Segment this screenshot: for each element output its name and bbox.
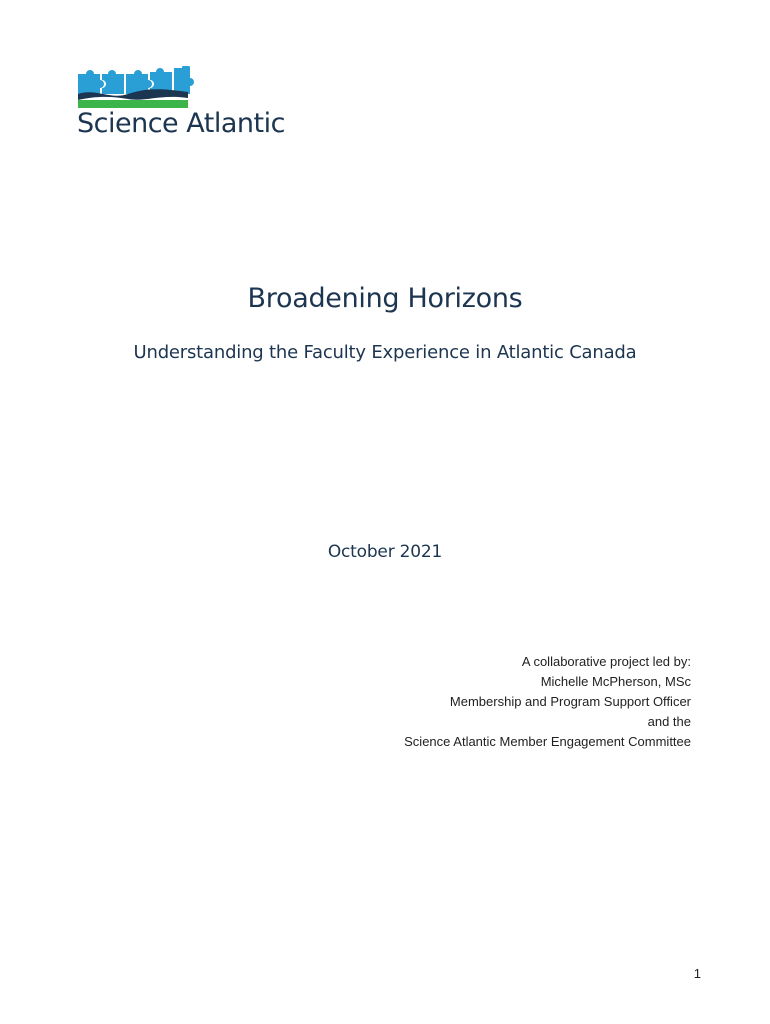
page-number: 1 <box>693 966 701 981</box>
document-subtitle: Understanding the Faculty Experience in Atlantic Canada <box>133 342 637 363</box>
logo-wordmark: Science Atlantic <box>77 108 285 139</box>
credits-author: Michelle McPherson, MSc <box>540 674 691 689</box>
science-atlantic-logo <box>76 66 316 142</box>
puzzle-wave-logo-mark <box>76 66 196 110</box>
credits-block <box>404 652 691 752</box>
document-title: Broadening Horizons <box>247 283 523 314</box>
credits-role: Membership and Program Support Officer <box>449 694 691 709</box>
credits-committee: Science Atlantic Member Engagement Committee <box>404 734 691 749</box>
publication-date: October 2021 <box>327 542 443 562</box>
credits-line: A collaborative project led by: <box>521 654 691 669</box>
credits-line: and the <box>647 714 691 729</box>
